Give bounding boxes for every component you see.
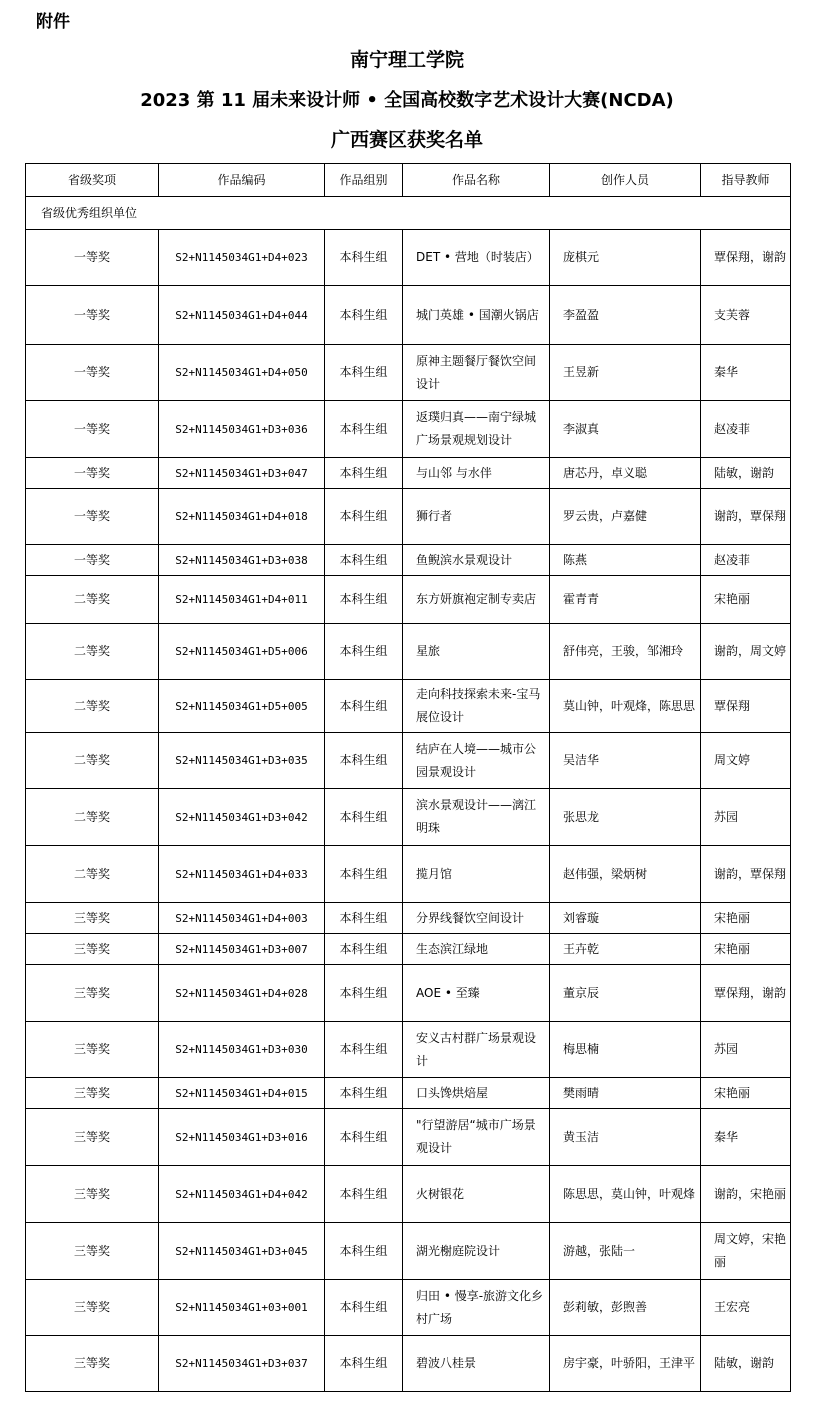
advisors-cell: 王宏亮 xyxy=(701,1280,791,1336)
header-code: 作品编码 xyxy=(159,164,325,197)
title-cell: 生态滨江绿地 xyxy=(403,934,550,965)
code-cell: S2+N1145034G1+D4+018 xyxy=(159,489,325,545)
code-cell: S2+N1145034G1+D4+011 xyxy=(159,576,325,624)
advisors-cell: 赵凌菲 xyxy=(701,545,791,576)
table-row xyxy=(26,401,791,458)
group-cell: 本科生组 xyxy=(325,230,403,286)
group-cell: 本科生组 xyxy=(325,545,403,576)
advisors-cell: 宋艳丽 xyxy=(701,1078,791,1109)
award-cell: 一等奖 xyxy=(26,286,159,345)
creators-cell: 莫山钟，叶观烽，陈思思 xyxy=(550,680,701,733)
creators-cell: 樊雨晴 xyxy=(550,1078,701,1109)
creators-cell: 陈燕 xyxy=(550,545,701,576)
advisors-cell: 陆敏，谢韵 xyxy=(701,458,791,489)
table-row xyxy=(26,1223,791,1280)
list-title: 广西赛区获奖名单 xyxy=(330,129,483,151)
advisors-cell: 谢韵，宋艳丽 xyxy=(701,1166,791,1223)
code-cell: S2+N1145034G1+D3+016 xyxy=(159,1109,325,1166)
award-cell: 一等奖 xyxy=(26,401,159,458)
advisors-cell: 覃保翔，谢韵 xyxy=(701,230,791,286)
attachment-label: 附件 xyxy=(36,12,70,32)
title-cell: 滨水景观设计——漓江明珠 xyxy=(403,789,550,846)
group-cell: 本科生组 xyxy=(325,1223,403,1280)
award-cell: 二等奖 xyxy=(26,680,159,733)
title-cell: 返璞归真——南宁绿城广场景观规划设计 xyxy=(403,401,550,458)
table-row xyxy=(26,345,791,401)
table-row xyxy=(26,230,791,286)
table-row xyxy=(26,934,791,965)
title-cell: 原神主题餐厅餐饮空间设计 xyxy=(403,345,550,401)
group-cell: 本科生组 xyxy=(325,458,403,489)
award-cell: 三等奖 xyxy=(26,1223,159,1280)
advisors-cell: 支芙蓉 xyxy=(701,286,791,345)
award-cell: 一等奖 xyxy=(26,230,159,286)
title-cell: "行望游居“城市广场景观设计 xyxy=(403,1109,550,1166)
header-creators: 创作人员 xyxy=(550,164,701,197)
award-cell: 三等奖 xyxy=(26,903,159,934)
creators-cell: 罗云贵，卢嘉健 xyxy=(550,489,701,545)
table-row xyxy=(26,965,791,1022)
title-cell: 湖光榭庭院设计 xyxy=(403,1223,550,1280)
header-advisors: 指导教师 xyxy=(701,164,791,197)
code-cell: S2+N1145034G1+D4+050 xyxy=(159,345,325,401)
table-row xyxy=(26,489,791,545)
table-row xyxy=(26,458,791,489)
award-cell: 二等奖 xyxy=(26,846,159,903)
code-cell: S2+N1145034G1+D4+044 xyxy=(159,286,325,345)
table-row xyxy=(26,1166,791,1223)
group-cell: 本科生组 xyxy=(325,401,403,458)
code-cell: S2+N1145034G1+D4+023 xyxy=(159,230,325,286)
title-cell: 结庐在人境——城市公园景观设计 xyxy=(403,733,550,789)
award-cell: 一等奖 xyxy=(26,458,159,489)
title-cell: 鱼鲵滨水景观设计 xyxy=(403,545,550,576)
table-row xyxy=(26,789,791,846)
creators-cell: 舒伟亮，王骏，邹湘玲 xyxy=(550,624,701,680)
group-cell: 本科生组 xyxy=(325,1280,403,1336)
award-cell: 二等奖 xyxy=(26,789,159,846)
creators-cell: 董京辰 xyxy=(550,965,701,1022)
title-cell: 东方妍旗袍定制专卖店 xyxy=(403,576,550,624)
creators-cell: 吴洁华 xyxy=(550,733,701,789)
group-cell: 本科生组 xyxy=(325,789,403,846)
title-cell: 口头馋烘焙屋 xyxy=(403,1078,550,1109)
advisors-cell: 秦华 xyxy=(701,345,791,401)
title-cell: 安义古村群广场景观设计 xyxy=(403,1022,550,1078)
title-cell: 归田 • 慢享-旅游文化乡村广场 xyxy=(403,1280,550,1336)
creators-cell: 陈思思，莫山钟，叶观烽 xyxy=(550,1166,701,1223)
award-table xyxy=(25,163,791,1392)
table-row xyxy=(26,846,791,903)
creators-cell: 李盈盈 xyxy=(550,286,701,345)
org-award-label: 省级优秀组织单位 xyxy=(26,197,791,230)
creators-cell: 李淑真 xyxy=(550,401,701,458)
advisors-cell: 宋艳丽 xyxy=(701,576,791,624)
creators-cell: 梅思楠 xyxy=(550,1022,701,1078)
code-cell: S2+N1145034G1+D4+028 xyxy=(159,965,325,1022)
table-row xyxy=(26,680,791,733)
table-row xyxy=(26,1280,791,1336)
code-cell: S2+N1145034G1+D3+047 xyxy=(159,458,325,489)
award-cell: 三等奖 xyxy=(26,965,159,1022)
advisors-cell: 覃保翔，谢韵 xyxy=(701,965,791,1022)
advisors-cell: 周文婷，宋艳丽 xyxy=(701,1223,791,1280)
award-cell: 二等奖 xyxy=(26,733,159,789)
title-cell: 城门英雄 • 国潮火锅店 xyxy=(403,286,550,345)
award-cell: 一等奖 xyxy=(26,489,159,545)
award-cell: 二等奖 xyxy=(26,624,159,680)
award-cell: 一等奖 xyxy=(26,545,159,576)
group-cell: 本科生组 xyxy=(325,733,403,789)
group-cell: 本科生组 xyxy=(325,1336,403,1392)
header-title: 作品名称 xyxy=(403,164,550,197)
table-row xyxy=(26,1109,791,1166)
code-cell: S2+N1145034G1+D3+037 xyxy=(159,1336,325,1392)
group-cell: 本科生组 xyxy=(325,345,403,401)
code-cell: S2+N1145034G1+D4+015 xyxy=(159,1078,325,1109)
award-cell: 三等奖 xyxy=(26,1166,159,1223)
group-cell: 本科生组 xyxy=(325,1109,403,1166)
table-row xyxy=(26,624,791,680)
award-cell: 三等奖 xyxy=(26,934,159,965)
advisors-cell: 谢韵，覃保翔 xyxy=(701,489,791,545)
creators-cell: 黄玉洁 xyxy=(550,1109,701,1166)
advisors-cell: 秦华 xyxy=(701,1109,791,1166)
advisors-cell: 宋艳丽 xyxy=(701,934,791,965)
creators-cell: 张思龙 xyxy=(550,789,701,846)
creators-cell: 赵伟强，梁炳树 xyxy=(550,846,701,903)
code-cell: S2+N1145034G1+D4+033 xyxy=(159,846,325,903)
group-cell: 本科生组 xyxy=(325,1022,403,1078)
advisors-cell: 覃保翔 xyxy=(701,680,791,733)
creators-cell: 王昱新 xyxy=(550,345,701,401)
award-cell: 三等奖 xyxy=(26,1109,159,1166)
group-cell: 本科生组 xyxy=(325,576,403,624)
advisors-cell: 赵凌菲 xyxy=(701,401,791,458)
group-cell: 本科生组 xyxy=(325,624,403,680)
title-cell: 火树银花 xyxy=(403,1166,550,1223)
creators-cell: 房宇豪，叶骄阳，王津平 xyxy=(550,1336,701,1392)
table-row xyxy=(26,286,791,345)
group-cell: 本科生组 xyxy=(325,489,403,545)
creators-cell: 游越，张陆一 xyxy=(550,1223,701,1280)
title-cell: 分界线餐饮空间设计 xyxy=(403,903,550,934)
creators-cell: 庞棋元 xyxy=(550,230,701,286)
creators-cell: 刘睿璇 xyxy=(550,903,701,934)
advisors-cell: 周文婷 xyxy=(701,733,791,789)
header-row xyxy=(26,164,791,197)
code-cell: S2+N1145034G1+D3+045 xyxy=(159,1223,325,1280)
table-row xyxy=(26,1022,791,1078)
header-group: 作品组别 xyxy=(325,164,403,197)
code-cell: S2+N1145034G1+D3+042 xyxy=(159,789,325,846)
creators-cell: 彭莉敏，彭煦善 xyxy=(550,1280,701,1336)
advisors-cell: 谢韵，覃保翔 xyxy=(701,846,791,903)
table-row xyxy=(26,1336,791,1392)
school-title: 南宁理工学院 xyxy=(349,49,464,71)
table-row xyxy=(26,733,791,789)
group-cell: 本科生组 xyxy=(325,846,403,903)
group-cell: 本科生组 xyxy=(325,1166,403,1223)
table-row xyxy=(26,903,791,934)
title-cell: AOE • 至臻 xyxy=(403,965,550,1022)
advisors-cell: 宋艳丽 xyxy=(701,903,791,934)
title-cell: 与山邻 与水伴 xyxy=(403,458,550,489)
table-row xyxy=(26,1078,791,1109)
advisors-cell: 苏园 xyxy=(701,789,791,846)
award-cell: 三等奖 xyxy=(26,1336,159,1392)
table-row xyxy=(26,545,791,576)
code-cell: S2+N1145034G1+D3+035 xyxy=(159,733,325,789)
code-cell: S2+N1145034G1+03+001 xyxy=(159,1280,325,1336)
code-cell: S2+N1145034G1+D3+030 xyxy=(159,1022,325,1078)
table-row xyxy=(26,576,791,624)
code-cell: S2+N1145034G1+D3+038 xyxy=(159,545,325,576)
code-cell: S2+N1145034G1+D3+007 xyxy=(159,934,325,965)
title-cell: 揽月馆 xyxy=(403,846,550,903)
code-cell: S2+N1145034G1+D5+005 xyxy=(159,680,325,733)
code-cell: S2+N1145034G1+D4+042 xyxy=(159,1166,325,1223)
title-cell: DET • 营地（时装店） xyxy=(403,230,550,286)
group-cell: 本科生组 xyxy=(325,965,403,1022)
group-cell: 本科生组 xyxy=(325,680,403,733)
creators-cell: 霍青青 xyxy=(550,576,701,624)
creators-cell: 王卉乾 xyxy=(550,934,701,965)
code-cell: S2+N1145034G1+D3+036 xyxy=(159,401,325,458)
competition-title: 2023 第 11 届未来设计师 • 全国高校数字艺术设计大赛(NCDA) xyxy=(140,90,674,111)
group-cell: 本科生组 xyxy=(325,1078,403,1109)
title-cell: 碧波八桂景 xyxy=(403,1336,550,1392)
advisors-cell: 苏园 xyxy=(701,1022,791,1078)
code-cell: S2+N1145034G1+D5+006 xyxy=(159,624,325,680)
award-cell: 一等奖 xyxy=(26,345,159,401)
group-cell: 本科生组 xyxy=(325,903,403,934)
title-cell: 走向科技探索未来-宝马展位设计 xyxy=(403,680,550,733)
org-award-row xyxy=(26,197,791,230)
advisors-cell: 陆敏，谢韵 xyxy=(701,1336,791,1392)
award-cell: 三等奖 xyxy=(26,1078,159,1109)
header-award: 省级奖项 xyxy=(26,164,159,197)
group-cell: 本科生组 xyxy=(325,934,403,965)
code-cell: S2+N1145034G1+D4+003 xyxy=(159,903,325,934)
award-cell: 三等奖 xyxy=(26,1022,159,1078)
title-cell: 星旅 xyxy=(403,624,550,680)
group-cell: 本科生组 xyxy=(325,286,403,345)
advisors-cell: 谢韵，周文婷 xyxy=(701,624,791,680)
award-cell: 三等奖 xyxy=(26,1280,159,1336)
creators-cell: 唐芯丹，卓义聪 xyxy=(550,458,701,489)
award-cell: 二等奖 xyxy=(26,576,159,624)
title-cell: 狮行者 xyxy=(403,489,550,545)
